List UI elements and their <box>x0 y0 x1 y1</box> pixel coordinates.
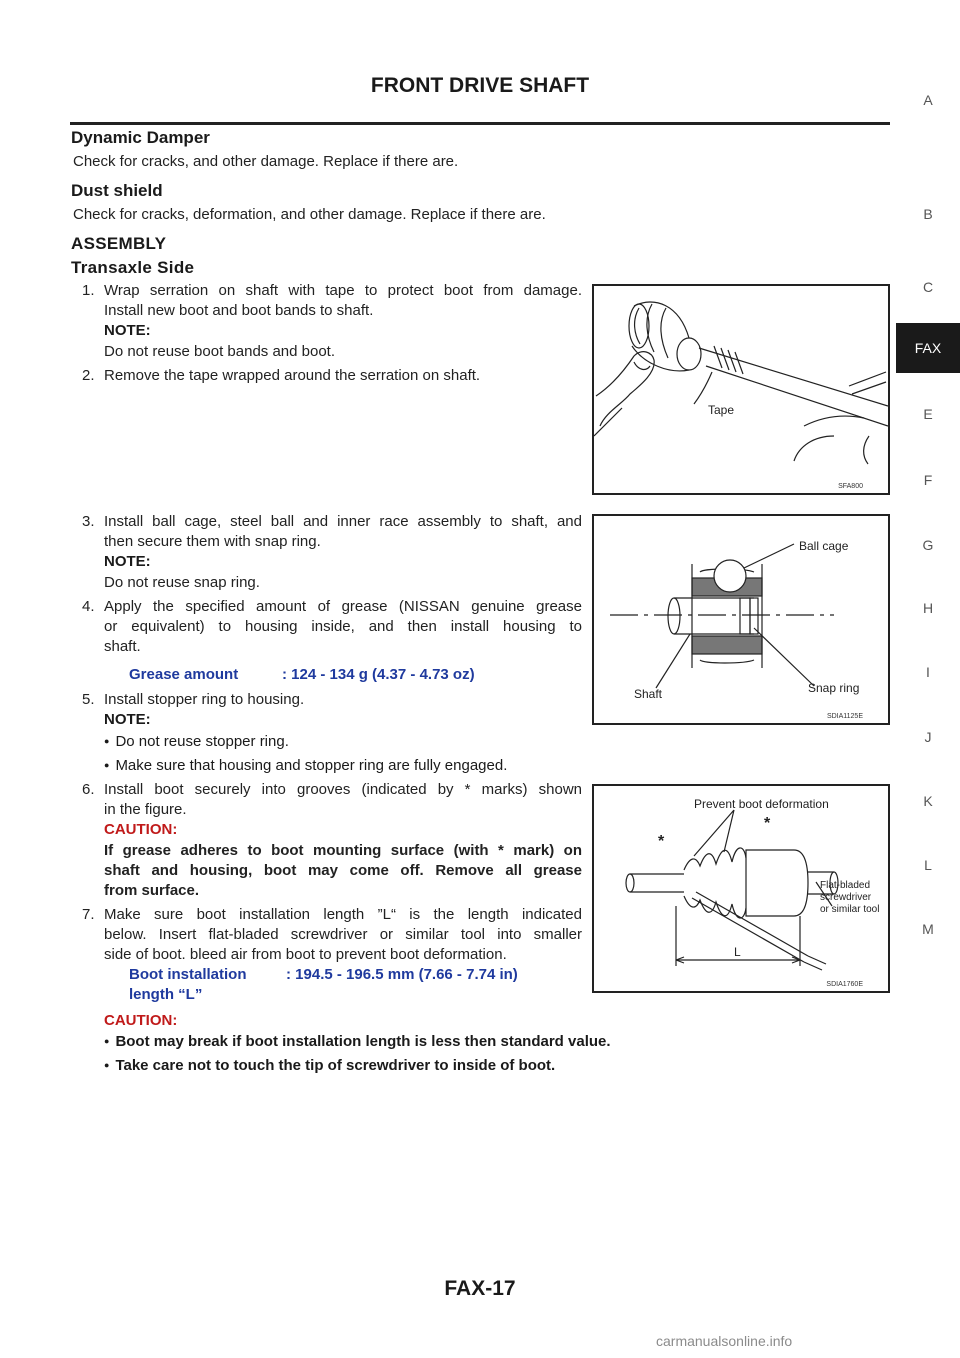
figure-boot-install <box>592 784 890 993</box>
label-tool-3: or similar tool <box>820 904 880 915</box>
grease-amount-value: : 124 - 134 g (4.37 - 4.73 oz) <box>282 666 475 683</box>
tab-l[interactable]: L <box>924 857 932 873</box>
boot-length-value: : 194.5 - 196.5 mm (7.66 - 7.74 in) <box>286 966 518 983</box>
step-1-line-1: Wrap serration on shaft with tape to protect boot from damage. <box>104 282 582 299</box>
label-tool-2: screwdriver <box>820 892 872 903</box>
step-3-line-1: Install ball cage, steel ball and inner race assembly to shaft, and <box>104 513 582 530</box>
watermark: carmanualsonline.info <box>656 1333 793 1349</box>
ball-cage-illustration <box>594 516 888 723</box>
tab-j[interactable]: J <box>924 729 932 745</box>
label-star-2: * <box>764 815 771 832</box>
tab-fax[interactable]: FAX <box>896 323 960 373</box>
boot-install-illustration <box>594 786 888 991</box>
step-1-number: 1. <box>82 282 95 299</box>
label-snap-ring: Snap ring <box>808 681 860 695</box>
step-3-number: 3. <box>82 513 95 530</box>
label-prevent: Prevent boot deformation <box>694 797 829 811</box>
tab-h[interactable]: H <box>922 600 934 616</box>
step-2-text: Remove the tape wrapped around the serration on shaft. <box>104 367 481 384</box>
tape-shaft-illustration <box>594 286 888 493</box>
figure-tape-serration <box>592 284 890 495</box>
heading-transaxle-side: Transaxle Side <box>71 258 195 277</box>
step-6-caution-line-1: If grease adheres to boot mounting surface (with * mark) on <box>104 842 582 859</box>
step-1-note: Do not reuse boot bands and boot. <box>104 343 336 360</box>
header-rule <box>70 122 890 125</box>
tab-g[interactable]: G <box>922 537 934 553</box>
text-dynamic-damper: Check for cracks, and other damage. Replace if there are. <box>73 153 459 170</box>
step-3-note: Do not reuse snap ring. <box>104 574 260 591</box>
step-5-bullet-1: ● Do not reuse stopper ring. <box>104 732 289 753</box>
label-tape: Tape <box>708 403 735 417</box>
step-3-line-2: then secure them with snap ring. <box>104 533 321 550</box>
step-4-number: 4. <box>82 598 95 615</box>
heading-dust-shield: Dust shield <box>71 181 163 200</box>
step-5-number: 5. <box>82 691 95 708</box>
step-1-note-label: NOTE: <box>104 322 151 339</box>
step-7-line-1: Make sure boot installation length ”L“ is the length indicated <box>104 906 582 923</box>
tab-k[interactable]: K <box>923 793 933 809</box>
grease-amount-label: Grease amount <box>129 666 239 683</box>
final-caution-bullet-2: ● Take care not to touch the tip of screwdriver to inside of boot. <box>104 1056 555 1077</box>
tab-b[interactable]: B <box>923 206 933 222</box>
step-7-line-2: below. Insert flat-bladed screwdriver or similar tool into smaller <box>104 926 582 943</box>
final-caution-bullet-1: ● Boot may break if boot installation length is less then standard value. <box>104 1032 611 1053</box>
figure-code: SDIA1125E <box>826 713 863 720</box>
step-6-caution-line-3: from surface. <box>104 882 200 899</box>
figure-code: SFA800 <box>838 483 863 490</box>
figure-code: SDIA1760E <box>826 981 863 988</box>
heading-assembly: ASSEMBLY <box>71 234 167 253</box>
step-6-number: 6. <box>82 781 95 798</box>
label-shaft: Shaft <box>634 687 663 701</box>
step-5-text: Install stopper ring to housing. <box>104 691 305 708</box>
label-star-1: * <box>658 833 665 850</box>
boot-length-label-1: Boot installation <box>129 966 247 983</box>
tab-a[interactable]: A <box>923 92 933 108</box>
tab-i[interactable]: I <box>926 664 930 680</box>
text-dust-shield: Check for cracks, deformation, and other damage. Replace if there are. <box>73 206 546 223</box>
page-number: FAX-17 <box>444 1277 516 1300</box>
step-4-line-1: Apply the specified amount of grease (NISSAN genuine grease <box>104 598 582 615</box>
tab-m[interactable]: M <box>922 921 934 937</box>
step-2-number: 2. <box>82 367 95 384</box>
tab-c[interactable]: C <box>922 279 934 295</box>
step-6-line-1: Install boot securely into grooves (indicated by * marks) shown <box>104 781 582 798</box>
step-7-number: 7. <box>82 906 95 923</box>
step-6-line-2: in the figure. <box>104 801 187 818</box>
label-ball-cage: Ball cage <box>799 539 849 553</box>
label-l: L <box>734 945 741 959</box>
page-title: FRONT DRIVE SHAFT <box>370 74 590 97</box>
tab-e[interactable]: E <box>923 406 933 422</box>
step-7-line-3: side of boot. bleed air from boot to prevent boot deformation. <box>104 946 507 963</box>
step-5-note-label: NOTE: <box>104 711 151 728</box>
tab-f[interactable]: F <box>923 472 933 488</box>
step-5-bullet-2: ● Make sure that housing and stopper ring are fully engaged. <box>104 756 507 777</box>
step-3-note-label: NOTE: <box>104 553 151 570</box>
step-1-line-2: Install new boot and boot bands to shaft. <box>104 302 374 319</box>
step-4-line-2: or equivalent) to housing inside, and then install housing to <box>104 618 582 635</box>
step-4-line-3: shaft. <box>104 638 141 655</box>
figure-ball-cage <box>592 514 890 725</box>
step-6-caution-label: CAUTION: <box>104 821 178 838</box>
heading-dynamic-damper: Dynamic Damper <box>71 128 210 147</box>
final-caution-label: CAUTION: <box>104 1012 178 1029</box>
boot-length-label-2: length “L” <box>129 986 203 1003</box>
label-tool-1: Flat-bladed <box>820 880 871 891</box>
step-6-caution-line-2: shaft and housing, boot may come off. Remove all grease <box>104 862 582 879</box>
